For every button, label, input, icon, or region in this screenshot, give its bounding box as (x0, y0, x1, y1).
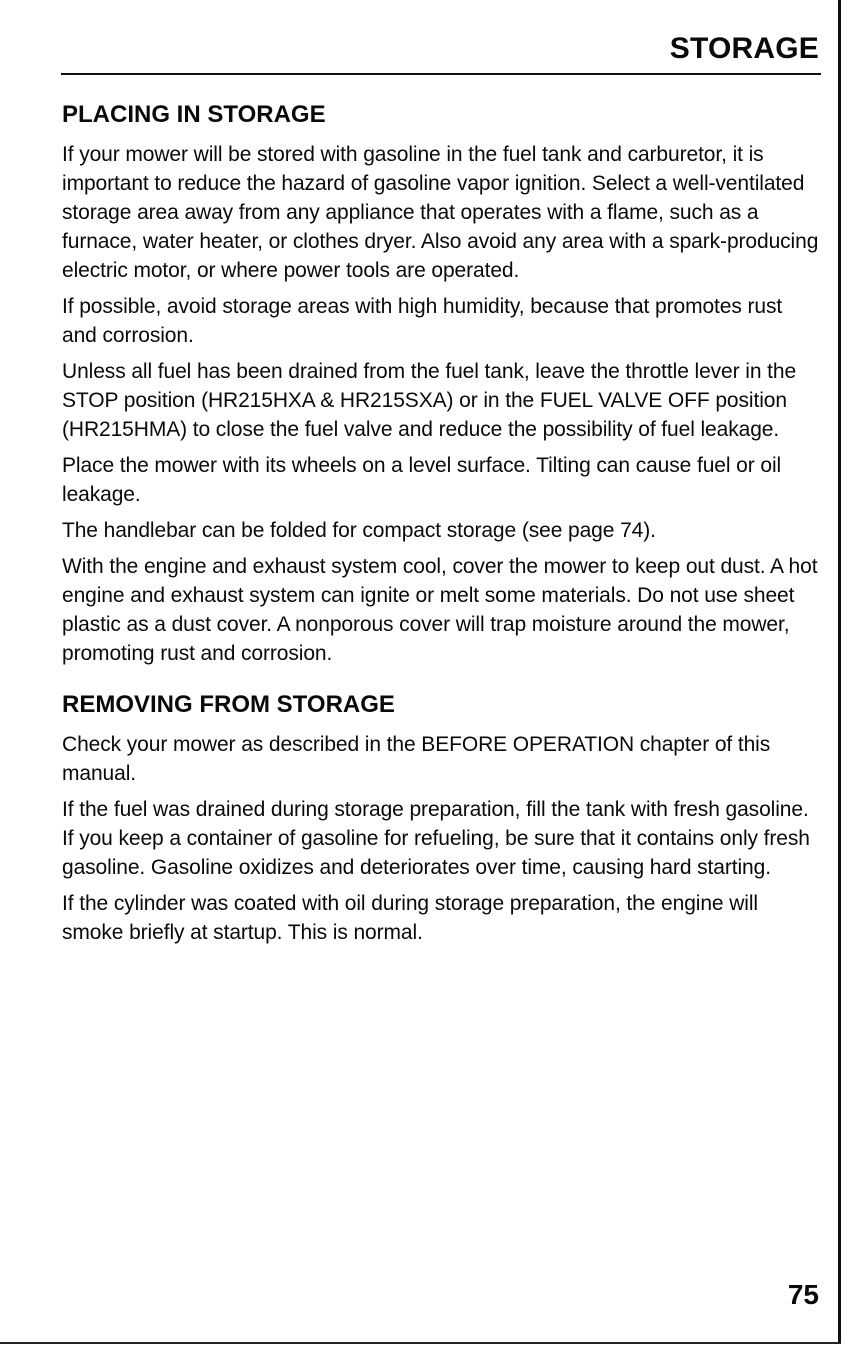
page-edge-right (838, 0, 841, 1342)
paragraph: With the engine and exhaust system cool, cover the mower to keep out dust. A hot engine and exhaust system can ignite or melt some materials. Do not use sheet plastic as a dust cover. A nonporous cover will trap moisture around the mower, promoting rust and corrosion. (62, 555, 818, 665)
paragraph: If possible, avoid storage areas with high humidity, because that promotes rust and corrosion. (62, 295, 783, 347)
paragraph: Check your mower as described in the BEFORE OPERATION chapter of this manual. (62, 733, 771, 785)
page-edge-bottom (0, 1342, 841, 1344)
paragraph: Unless all fuel has been drained from the fuel tank, leave the throttle lever in the STOP position (HR215HXA & HR215SXA) or in the FUEL VALVE OFF position (HR215HMA) to close the fuel valve and reduce the possibility of fuel leakage. (62, 360, 797, 441)
header-divider (61, 73, 821, 75)
section-removing-from-storage (62, 688, 822, 947)
page-number: 75 (787, 1279, 819, 1310)
paragraph: If the cylinder was coated with oil during storage preparation, the engine will smoke briefly at startup. This is normal. (62, 892, 759, 944)
page-content (62, 98, 822, 954)
paragraph: If the fuel was drained during storage preparation, fill the tank with fresh gasoline. If you keep a container of gasoline for refueling, be sure that it contains only fresh gasoline. Gasoline oxidizes and deteriorates over time, causing hard starting. (62, 798, 810, 879)
paragraph: Place the mower with its wheels on a level surface. Tilting can cause fuel or oil leakage. (62, 454, 782, 506)
section-heading: PLACING IN STORAGE (62, 101, 326, 128)
paragraph: The handlebar can be folded for compact storage (see page 74). (62, 519, 656, 542)
paragraph: If your mower will be stored with gasoline in the fuel tank and carburetor, it is important to reduce the hazard of gasoline vapor ignition. Select a well-ventilated storage area away from any appliance that operates with a flame, such as a furnace, water heater, or clothes dryer. Also avoid any area with a spark-producing electric motor, or where power tools are operated. (62, 143, 819, 282)
section-heading: REMOVING FROM STORAGE (62, 691, 395, 718)
page-header-title: STORAGE (669, 32, 819, 65)
section-placing-in-storage (62, 98, 822, 668)
